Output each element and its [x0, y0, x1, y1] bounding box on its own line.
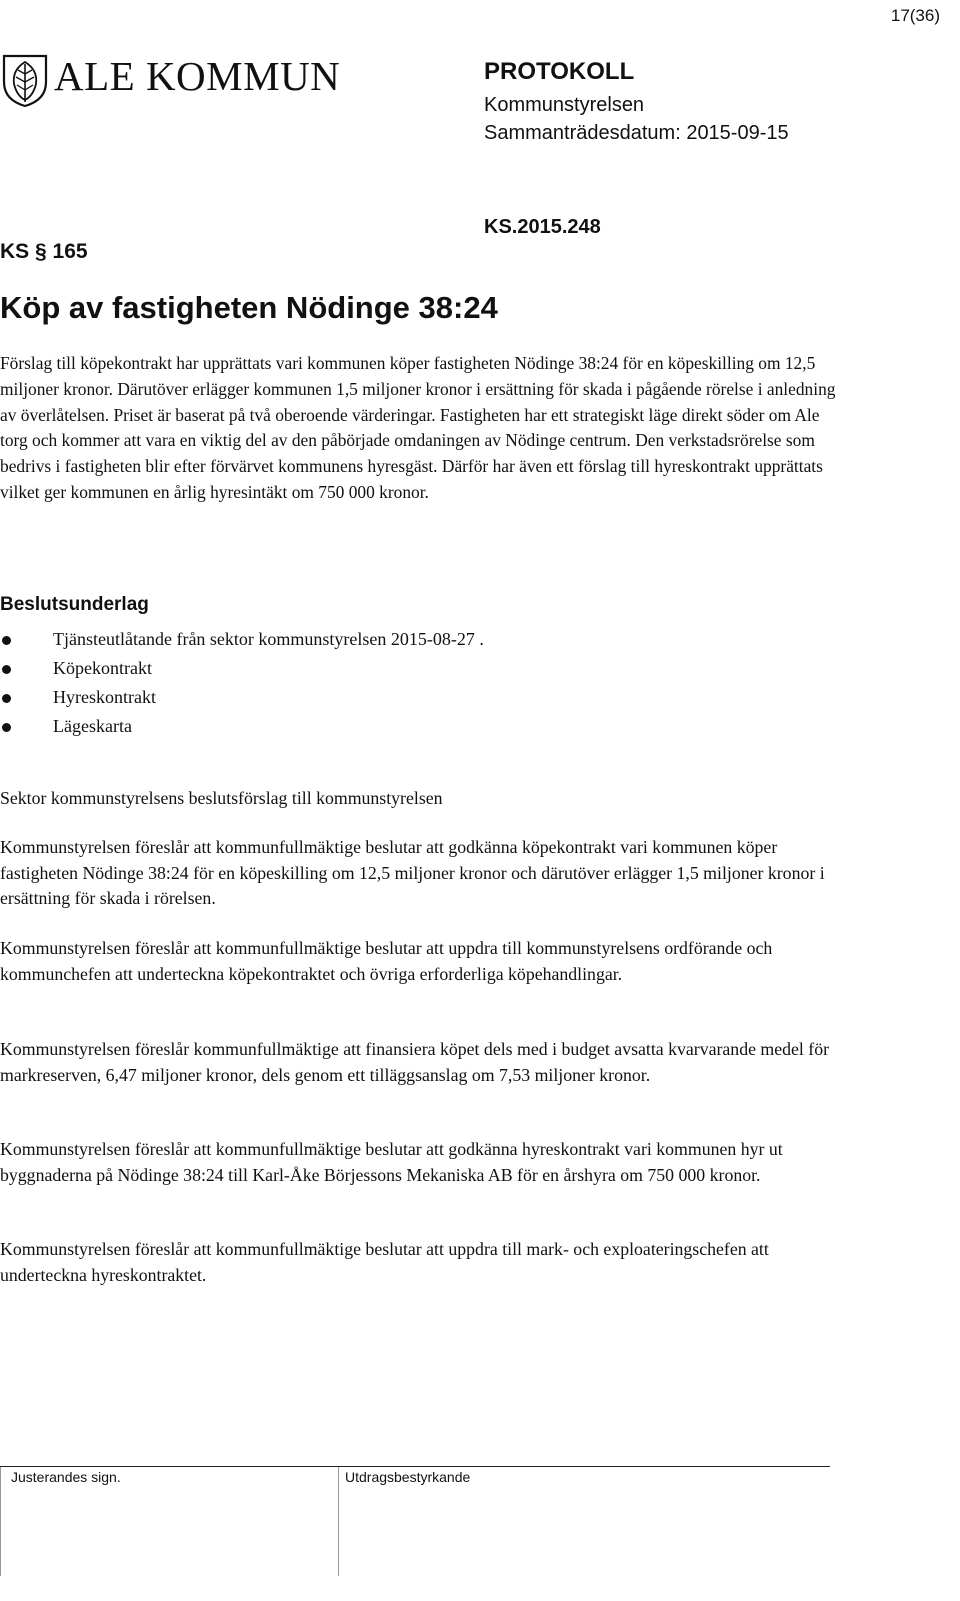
underlag-heading: Beslutsunderlag [0, 594, 149, 615]
list-item [0, 654, 484, 683]
document-type: PROTOKOLL [484, 58, 635, 85]
case-number: KS.2015.248 [484, 216, 601, 238]
bullet-icon [2, 636, 11, 645]
meeting-date: Sammanträdesdatum: 2015-09-15 [484, 122, 789, 144]
utdrag-cell [338, 1467, 829, 1576]
list-item [0, 712, 484, 741]
proposal-paragraph: Kommunstyrelsen föreslår att kommunfullmäktige beslutar att godkänna hyreskontrakt vari kommunen hyr ut byggnaderna på Nödinge 38:24 till Karl-Åke Börjessons Mekaniska AB för en årshyra om 750 000 kronor. [0, 1139, 783, 1185]
underlag-list [0, 625, 484, 741]
page-number: 17(36) [890, 6, 940, 25]
bullet-icon [2, 694, 11, 703]
ale-kommun-logo [0, 52, 345, 108]
justerande-label: Justerandes sign. [11, 1469, 121, 1485]
list-item [0, 683, 484, 712]
proposal-paragraph: Kommunstyrelsen föreslår att kommunfullmäktige beslutar att uppdra till mark- och exploateringschefen att underteckna hyreskontraktet. [0, 1239, 769, 1285]
proposal-paragraph: Kommunstyrelsen föreslår kommunfullmäktige att finansiera köpet dels med i budget avsatta kvarvarande medel för markreserven, 6,47 miljoner kronor, dels genom ett tilläggsanslag om 7,53 miljoner kronor. [0, 1039, 830, 1085]
list-item-label: Tjänsteutlåtande från sektor kommunstyrelsen 2015-08-27 . [53, 629, 484, 649]
list-item-label: Lägeskarta [53, 716, 132, 736]
list-item-label: Hyreskontrakt [53, 687, 156, 707]
list-item [0, 625, 484, 654]
logo-wordmark: ALE KOMMUN [54, 53, 341, 99]
signature-footer [0, 1466, 830, 1576]
section-id: KS § 165 [0, 240, 88, 263]
bullet-icon [2, 665, 11, 674]
justerande-cell [0, 1467, 333, 1576]
utdrag-label: Utdragsbestyrkande [345, 1469, 471, 1485]
bullet-icon [2, 723, 11, 732]
intro-paragraph: Förslag till köpekontrakt har upprättats vari kommunen köper fastigheten Nödinge 38:24 för en köpeskilling om 12,5 miljoner kronor. Därutöver erlägger kommunen 1,5 miljoner kronor i ersättning för skada i pågående rörelse i anledning av överlåtelsen. Priset är baserat på två oberoende värderingar. Fastigheten har ett strategiskt läge direkt söder om Ale torg och kommer att vara en viktig del av den påbörjade omdaningen av Nödinge centrum. Den verkstadsrörelse som bedrivs i fastigheten blir efter förvärvet kommunens hyresgäst. Därför har även ett förslag till hyreskontrakt upprättats vilket ger kommunen en årlig hyresintäkt om 750 000 kronor. [0, 353, 836, 502]
proposal-paragraph: Kommunstyrelsen föreslår att kommunfullmäktige beslutar att godkänna köpekontrakt vari kommunen köper fastigheten Nödinge 38:24 för en köpeskilling om 12,5 miljoner kronor och därutöver erlägger 1,5 miljoner kronor i ersättning för skada i rörelsen. [0, 837, 825, 908]
leaf-emblem-icon [0, 52, 50, 108]
proposal-paragraph: Kommunstyrelsen föreslår att kommunfullmäktige beslutar att uppdra till kommunstyrelsens ordförande och kommunchefen att underteckna köpekontraktet och övriga erforderliga köpehandlingar. [0, 938, 773, 984]
proposal-heading: Sektor kommunstyrelsens beslutsförslag till kommunstyrelsen [0, 788, 443, 808]
page-title: Köp av fastigheten Nödinge 38:24 [0, 290, 498, 325]
list-item-label: Köpekontrakt [53, 658, 152, 678]
organization-name: Kommunstyrelsen [484, 94, 645, 116]
